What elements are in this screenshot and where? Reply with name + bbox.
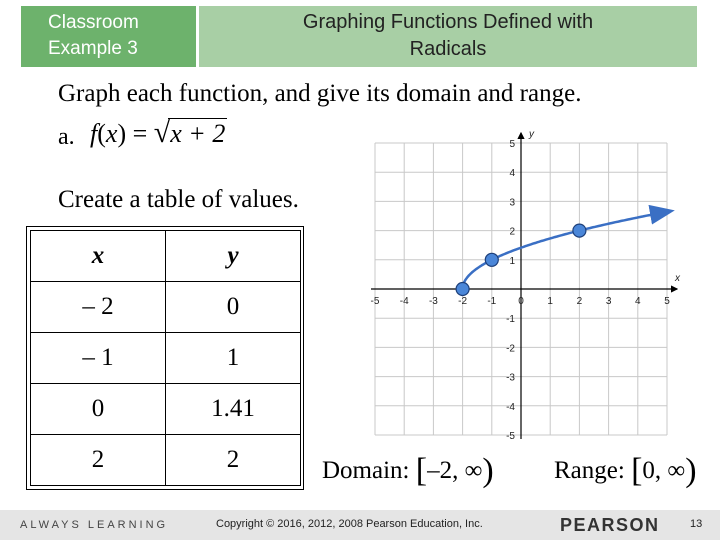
x-tick-label: 1 <box>547 296 553 307</box>
y-tick-label: -1 <box>506 314 515 326</box>
y-axis-label: y <box>529 129 534 140</box>
table-caption: Create a table of values. <box>58 186 299 213</box>
right-paren-icon: ) <box>685 452 697 489</box>
y-tick-label: -5 <box>506 431 515 440</box>
cell-y: 1 <box>166 333 301 384</box>
header-y: y <box>166 231 301 282</box>
section-label-line1: Classroom <box>48 12 139 33</box>
x-tick-label: -5 <box>370 296 380 307</box>
x-tick-label: 5 <box>664 296 670 307</box>
cell-y: 2 <box>166 435 301 486</box>
table-row <box>31 282 301 333</box>
right-paren-icon: ) <box>482 452 494 489</box>
table-row <box>31 333 301 384</box>
slide-title-line2: Radicals <box>409 38 487 60</box>
function-equals: = <box>132 119 148 148</box>
x-tick-label: -4 <box>399 296 409 307</box>
pearson-logo: PEARSON <box>560 515 660 535</box>
table-header-row <box>31 231 301 282</box>
y-tick-label: 2 <box>509 226 515 238</box>
data-point <box>456 283 469 296</box>
slide-title-line1: Graphing Functions Defined with <box>302 11 594 33</box>
table-row <box>31 384 301 435</box>
cell-y: 0 <box>166 282 301 333</box>
function-variable: x <box>105 119 118 148</box>
function-expression: f(x) = √x + 2 <box>90 116 226 149</box>
cell-y: 1.41 <box>166 384 301 435</box>
cell-x: 0 <box>31 384 166 435</box>
y-tick-label: 3 <box>509 197 515 209</box>
domain-interval: –2, ∞ <box>427 457 483 484</box>
x-tick-label: -3 <box>428 296 438 307</box>
x-tick-label: 0 <box>518 296 524 307</box>
y-tick-label: 4 <box>509 168 515 180</box>
y-tick-label: 5 <box>509 139 515 150</box>
table-row <box>31 435 301 486</box>
section-label-line2: Example 3 <box>48 38 138 59</box>
function-name: f <box>90 119 98 148</box>
x-tick-label: 2 <box>576 296 583 307</box>
cell-x: – 1 <box>31 333 166 384</box>
data-point <box>573 224 586 237</box>
y-tick-label: -4 <box>506 401 515 413</box>
radical-sign-icon: √ <box>153 116 171 149</box>
instruction-text: Graph each function, and give its domain and range. <box>58 80 582 107</box>
data-point <box>485 253 498 266</box>
footer-brand-left: ALWAYS LEARNING <box>20 519 169 531</box>
range-statement <box>554 452 697 490</box>
footer-bar <box>0 510 720 540</box>
y-tick-label: -2 <box>506 343 515 355</box>
copyright-text: Copyright © 2016, 2012, 2008 Pearson Education, Inc. <box>216 518 483 530</box>
slide-title <box>199 6 697 67</box>
y-tick-label: 1 <box>509 255 515 267</box>
cell-x: 2 <box>31 435 166 486</box>
x-tick-label: -2 <box>458 296 468 307</box>
section-label <box>21 6 196 67</box>
curve-layer <box>463 211 670 289</box>
axes <box>371 129 681 439</box>
part-label: a. <box>58 124 75 150</box>
function-curve <box>463 211 670 289</box>
left-bracket-icon: [ <box>631 452 643 489</box>
page-number: 13 <box>690 518 703 530</box>
domain-statement <box>322 452 494 490</box>
range-label: Range: <box>554 457 625 484</box>
function-graph <box>360 120 700 440</box>
y-tick-label: -3 <box>506 372 515 384</box>
x-tick-label: -1 <box>487 296 497 307</box>
range-interval: 0, ∞ <box>642 457 686 484</box>
x-tick-label: 3 <box>605 296 612 307</box>
domain-label: Domain: <box>322 457 410 484</box>
values-table <box>30 230 301 486</box>
function-radicand: x + 2 <box>170 119 226 148</box>
cell-x: – 2 <box>31 282 166 333</box>
header-x: x <box>31 231 166 282</box>
x-tick-label: 4 <box>635 296 641 307</box>
left-bracket-icon: [ <box>415 452 428 489</box>
x-axis-label: x <box>675 273 680 284</box>
